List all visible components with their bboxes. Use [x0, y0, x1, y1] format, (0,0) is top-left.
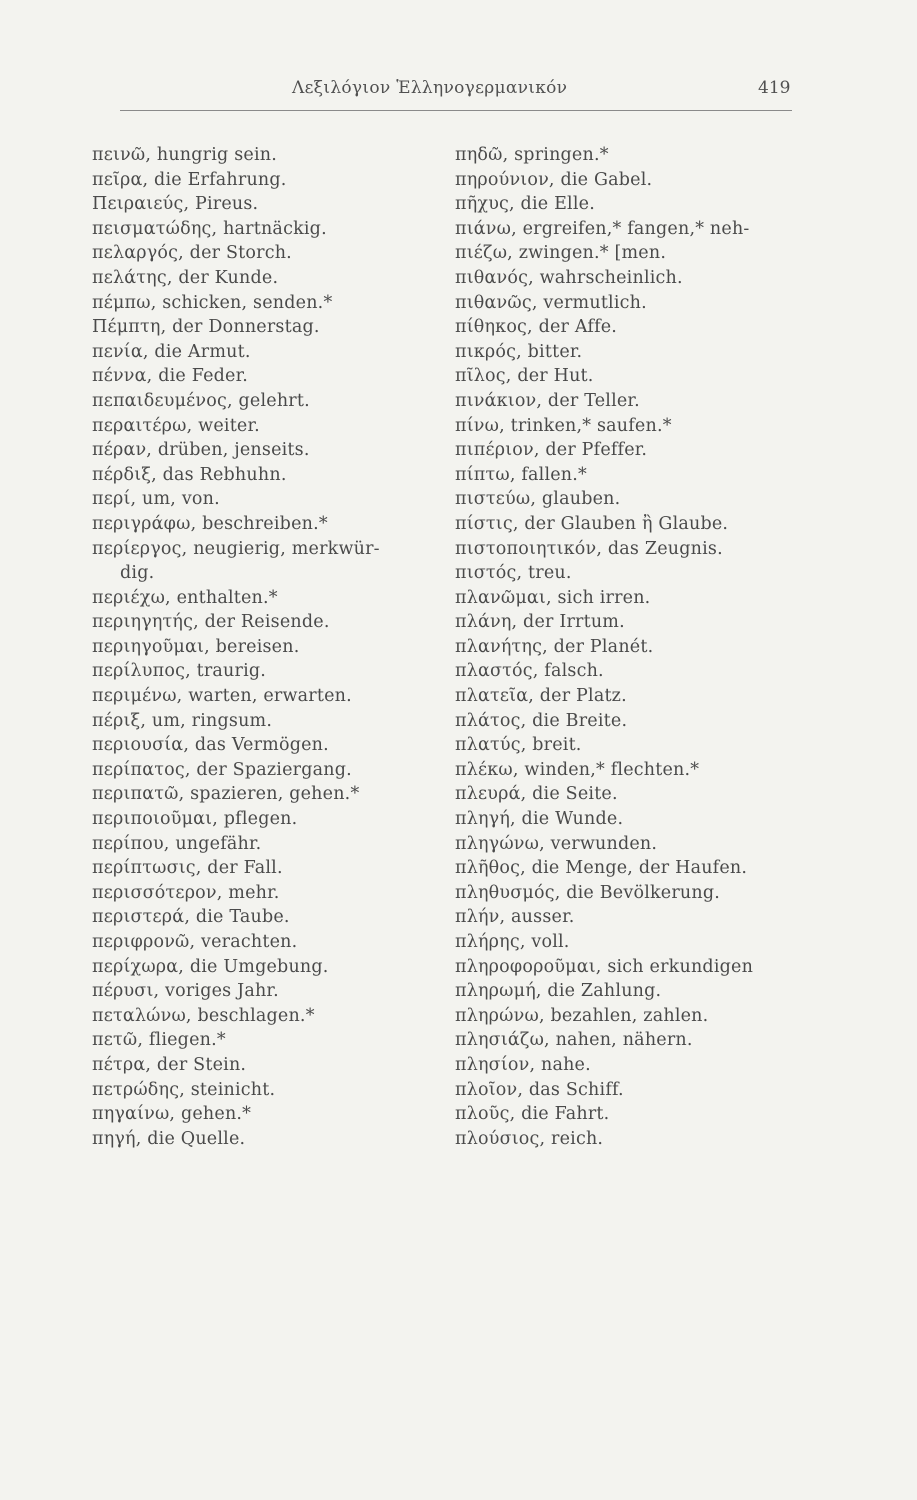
dictionary-entry: πενία, die Armut.: [92, 341, 251, 362]
header-rule: [120, 110, 792, 111]
dictionary-entry: πηγή, die Quelle.: [92, 1128, 246, 1149]
dictionary-entry: πληροφοροῦμαι, sich erkundigen: [455, 956, 754, 977]
page-title: Λεξιλόγιον Ἑλληνογερμανικόν: [292, 78, 568, 98]
dictionary-entry: πληγώνω, verwunden.: [455, 833, 658, 854]
dictionary-entry: πλοῖον, das Schiff.: [455, 1079, 624, 1100]
running-head: [0, 78, 917, 104]
dictionary-entry: περίεργος, neugierig, merkwür-: [92, 538, 380, 559]
dictionary-entry: περιγράφω, beschreiben.*: [92, 513, 328, 534]
dictionary-entry: πληρωμή, die Zahlung.: [455, 981, 662, 1002]
dictionary-entry: πιστοποιητικόν, das Zeugnis.: [455, 538, 723, 559]
dictionary-entry: Πειραιεύς, Pireus.: [92, 194, 259, 215]
dictionary-entry: πελάτης, der Kunde.: [92, 267, 279, 288]
dictionary-entry: πλήρης, voll.: [455, 932, 570, 952]
left-column: [92, 143, 452, 1151]
dictionary-entry: πλατεῖα, der Platz.: [455, 686, 627, 707]
dictionary-entry: πληρώνω, bezahlen, zahlen.: [455, 1005, 709, 1026]
dictionary-entry: πλανήτης, der Planét.: [455, 636, 654, 657]
dictionary-entry: πίπτω, fallen.*: [455, 464, 587, 485]
dictionary-entry: πλαστός, falsch.: [455, 661, 604, 682]
dictionary-entry: περιέχω, enthalten.*: [92, 587, 278, 608]
dictionary-entry: πιπέριον, der Pfeffer.: [455, 440, 648, 461]
dictionary-entry: πλάνη, der Irrtum.: [455, 612, 625, 633]
dictionary-entry: περίχωρα, die Umgebung.: [92, 956, 329, 977]
dictionary-entry: πέτρα, der Stein.: [92, 1054, 247, 1075]
dictionary-entry: περιμένω, warten, erwarten.: [92, 686, 352, 707]
dictionary-entry: πιέζω, zwingen.* [men.: [455, 243, 667, 264]
dictionary-entry: πλατύς, breit.: [455, 735, 582, 756]
dictionary-entry: πεῖρα, die Erfahrung.: [92, 169, 287, 190]
dictionary-entry: Πέμπτη, der Donnerstag.: [92, 317, 320, 338]
dictionary-entry: περιστερά, die Taube.: [92, 907, 290, 928]
dictionary-entry: πίστις, der Glauben ἢ Glaube.: [455, 513, 729, 534]
dictionary-entry: πληγή, die Wunde.: [455, 809, 624, 830]
dictionary-entry: πηδῶ, springen.*: [455, 145, 609, 165]
dictionary-entry: πηγαίνω, gehen.*: [92, 1104, 252, 1125]
right-column: [455, 143, 800, 1151]
dictionary-entry: περίπατος, der Spaziergang.: [92, 759, 352, 780]
dictionary-entry: πλευρά, die Seite.: [455, 784, 618, 805]
dictionary-entry: πιθανῶς, vermutlich.: [455, 292, 647, 313]
dictionary-entry: πικρός, bitter.: [455, 341, 583, 362]
dictionary-entry: πῖλος, der Hut.: [455, 366, 594, 387]
dictionary-entry: περισσότερον, mehr.: [92, 882, 280, 903]
dictionary-entry: πλησίον, nahe.: [455, 1054, 591, 1075]
dictionary-entry: πλανῶμαι, sich irren.: [455, 587, 651, 608]
dictionary-entry: πέμπω, schicken, senden.*: [92, 292, 333, 313]
page-number: 419: [758, 78, 791, 98]
dictionary-entry: περιφρονῶ, verachten.: [92, 932, 298, 952]
dictionary-entry: περίπου, ungefähr.: [92, 833, 262, 854]
dictionary-entry: περαιτέρω, weiter.: [92, 415, 260, 436]
dictionary-entry: πλέκω, winden,* flechten.*: [455, 759, 700, 780]
dictionary-entry: περί, um, von.: [92, 489, 220, 510]
dictionary-entry: πλησιάζω, nahen, nähern.: [455, 1030, 693, 1051]
dictionary-entry: περίπτωσις, der Fall.: [92, 858, 283, 879]
dictionary-entry: πῆχυς, die Elle.: [455, 194, 595, 215]
dictionary-entry: πιστός, treu.: [455, 563, 572, 584]
dictionary-entry: πιάνω, ergreifen,* fangen,* neh-: [455, 218, 750, 239]
dictionary-entry: πληθυσμός, die Bevölkerung.: [455, 882, 721, 903]
dictionary-entry: πιθανός, wahrscheinlich.: [455, 267, 683, 288]
dictionary-entry: πετῶ, fliegen.*: [92, 1030, 226, 1051]
dictionary-entry: πλούσιος, reich.: [455, 1128, 604, 1149]
dictionary-entry: πιστεύω, glauben.: [455, 489, 621, 510]
dictionary-entry: περίλυπος, traurig.: [92, 661, 267, 682]
dictionary-entry: πεταλώνω, beschlagen.*: [92, 1005, 315, 1026]
dictionary-entry: πίθηκος, der Affe.: [455, 317, 618, 338]
dictionary-entry: πέρυσι, voriges Jahr.: [92, 981, 279, 1002]
dictionary-entry: πεπαιδευμένος, gelehrt.: [92, 390, 310, 411]
dictionary-entry: περιηγητής, der Reisende.: [92, 612, 330, 633]
dictionary-entry: περιποιοῦμαι, pflegen.: [92, 809, 298, 830]
dictionary-entry: πέραν, drüben, jenseits.: [92, 440, 310, 461]
dictionary-entry: dig.: [120, 563, 155, 584]
dictionary-entry: πηρούνιον, die Gabel.: [455, 169, 653, 190]
dictionary-entry: πλοῦς, die Fahrt.: [455, 1104, 610, 1125]
dictionary-entry: πελαργός, der Storch.: [92, 243, 292, 264]
dictionary-entry: περιουσία, das Vermögen.: [92, 735, 329, 756]
dictionary-entry: πινάκιον, der Teller.: [455, 390, 640, 411]
dictionary-entry: περιπατῶ, spazieren, gehen.*: [92, 784, 360, 805]
dictionary-entry: πέρδιξ, das Rebhuhn.: [92, 464, 287, 485]
dictionary-entry: πίνω, trinken,* saufen.*: [455, 415, 672, 436]
dictionary-entry: πέννα, die Feder.: [92, 366, 249, 387]
dictionary-entry: περιηγοῦμαι, bereisen.: [92, 636, 300, 657]
dictionary-entry: πεινῶ, hungrig sein.: [92, 145, 277, 165]
dictionary-entry: πετρώδης, steinicht.: [92, 1079, 276, 1100]
dictionary-entry: πέριξ, um, ringsum.: [92, 710, 273, 731]
dictionary-entry: πλῆθος, die Menge, der Haufen.: [455, 858, 748, 879]
dictionary-entry: πεισματώδης, hartnäckig.: [92, 218, 327, 239]
dictionary-entry: πλάτος, die Breite.: [455, 710, 628, 731]
dictionary-entry: πλήν, ausser.: [455, 907, 575, 928]
